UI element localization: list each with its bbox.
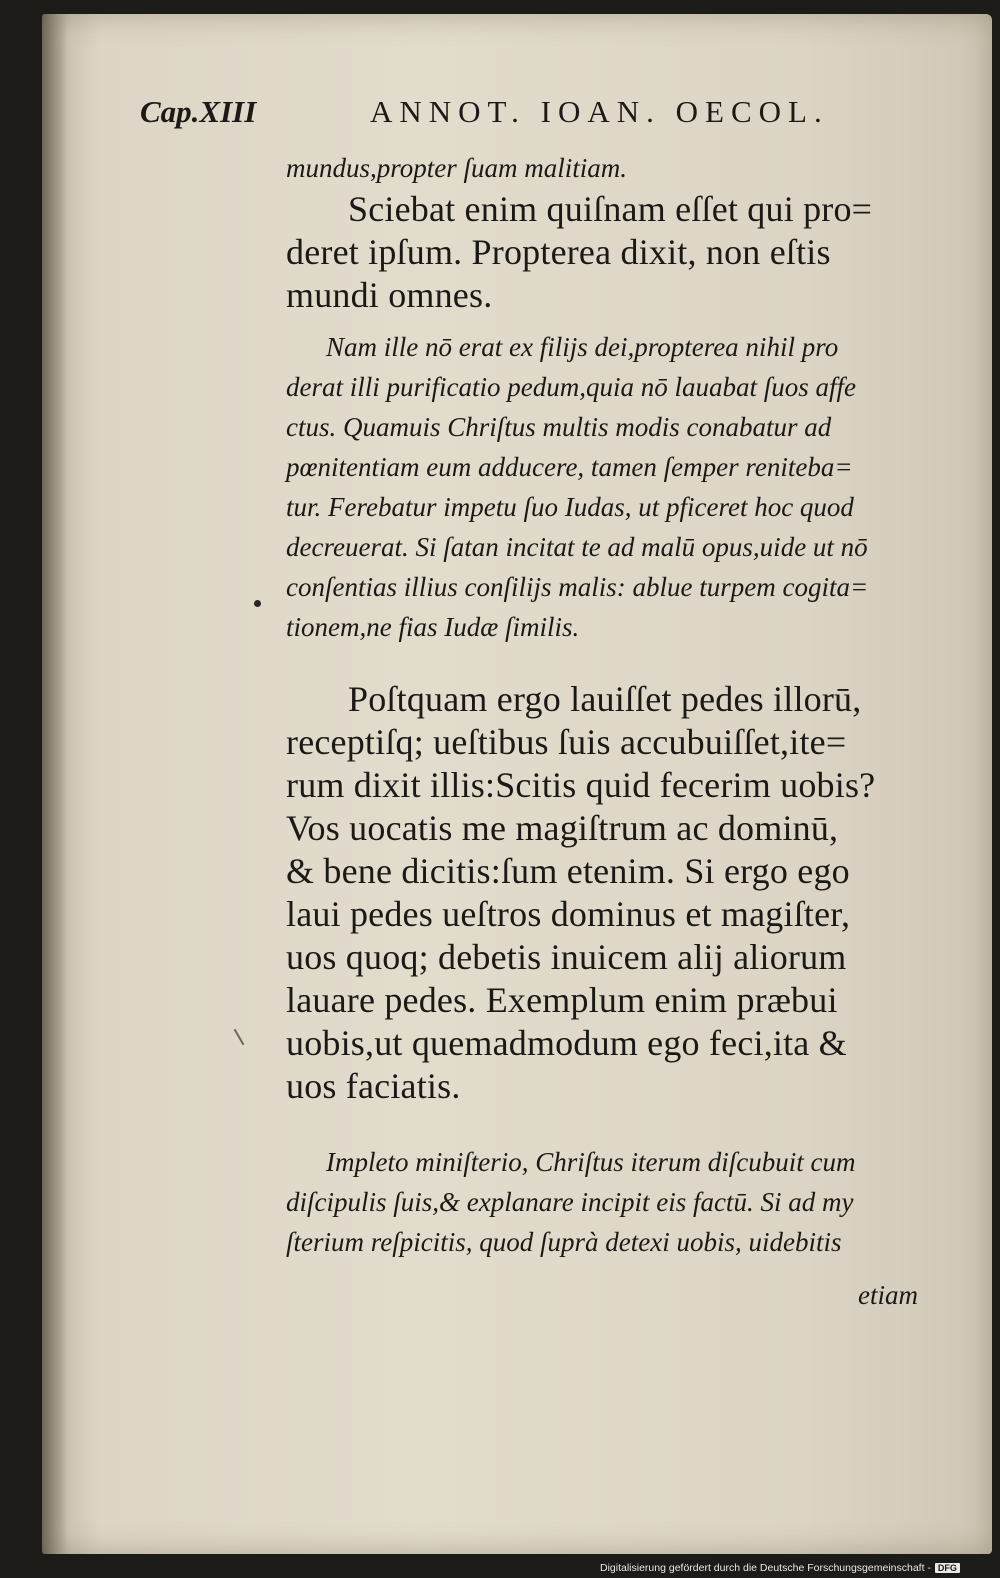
text-line: ctus. Quamuis Chriſtus multis modis conabatur ad	[286, 412, 832, 442]
text-line: ſterium reſpicitis, quod ſuprà detexi uobis, uidebitis	[286, 1227, 842, 1257]
text-line: pœnitentiam eum adducere, tamen ſemper reniteba=	[286, 452, 853, 482]
chapter-label: Cap.XIII	[140, 94, 257, 129]
text-line: mundus,propter ſuam malitiam.	[286, 153, 628, 183]
running-title: ANNOT. IOAN. OECOL.	[370, 94, 829, 129]
text-line: Vos uocatis me magiſtrum ac dominū,	[286, 808, 839, 848]
text-line: & bene dicitis:ſum etenim. Si ergo ego	[286, 851, 850, 891]
commentary-paragraph-1	[286, 327, 941, 647]
commentary-line-first	[286, 148, 941, 188]
text-line: uobis,ut quemadmodum ego feci,ita &	[286, 1023, 847, 1063]
text-line: deret ipſum. Propterea dixit, non eſtis	[286, 232, 831, 272]
scripture-paragraph-1	[286, 188, 941, 317]
text-line: decreuerat. Si ſatan incitat te ad malū opus,uide ut nō	[286, 532, 868, 562]
text-line: uos quoq; debetis inuicem alij aliorum	[286, 937, 847, 977]
page-header	[140, 94, 940, 138]
text-line: uos faciatis.	[286, 1066, 461, 1106]
margin-dot-mark	[254, 600, 261, 607]
text-line: Sciebat enim quiſnam eſſet qui pro=	[348, 189, 873, 229]
page-gutter-shadow	[42, 14, 68, 1554]
text-line: Nam ille nō erat ex filijs dei,propterea nihil pro	[326, 332, 839, 362]
text-line: laui pedes ueſtros dominus et magiſter,	[286, 894, 851, 934]
text-line: conſentias illius conſilijs malis: ablue turpem cogita=	[286, 572, 869, 602]
commentary-paragraph-2	[286, 1142, 941, 1262]
dfg-logo[interactable]: DFG	[935, 1563, 960, 1573]
text-line: receptiſq; ueſtibus ſuis accubuiſſet,ite=	[286, 722, 847, 762]
credit-text: Digitalisierung gefördert durch die Deutsche Forschungsgemeinschaft -	[600, 1561, 931, 1574]
text-line: tur. Ferebatur impetu ſuo Iudas, ut pficeret hoc quod	[286, 492, 854, 522]
catchword: etiam	[858, 1280, 918, 1310]
scripture-paragraph-2	[286, 678, 941, 1108]
text-line: mundi omnes.	[286, 275, 493, 315]
text-line: rum dixit illis:Scitis quid fecerim uobis?	[286, 765, 876, 805]
text-line: derat illi purificatio pedum,quia nō lauabat ſuos affe	[286, 372, 856, 402]
digitization-credit	[600, 1559, 960, 1576]
text-line: Impleto miniſterio, Chriſtus iterum diſcubuit cum	[326, 1147, 856, 1177]
text-line: tionem,ne fias Iudæ ſimilis.	[286, 612, 580, 642]
text-line: lauare pedes. Exemplum enim præbui	[286, 980, 838, 1020]
text-line: diſcipulis ſuis,& explanare incipit eis factū. Si ad my	[286, 1187, 854, 1217]
text-line: Poſtquam ergo lauiſſet pedes illorū,	[348, 679, 862, 719]
